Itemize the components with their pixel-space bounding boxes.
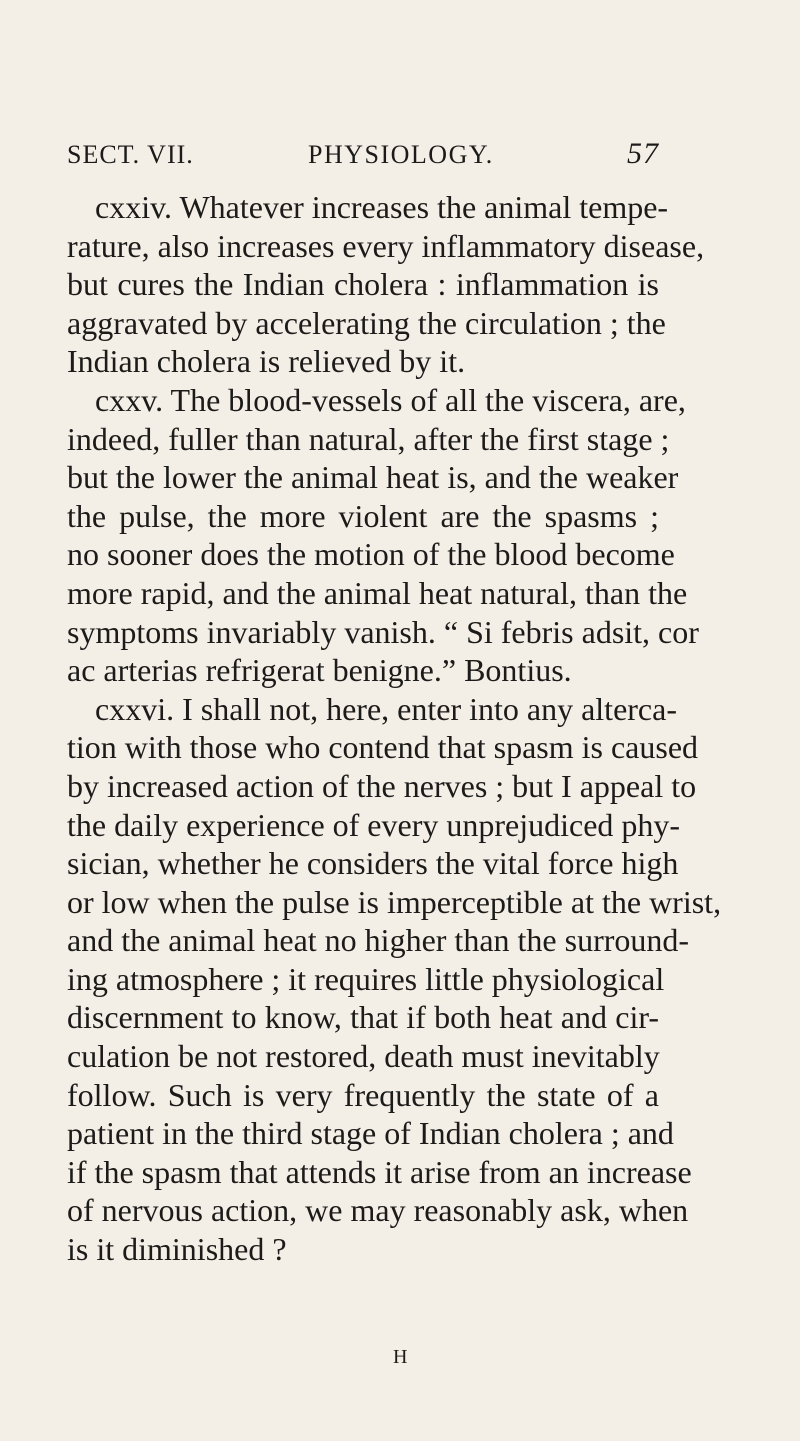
page-number: 57 xyxy=(627,137,659,170)
text-line: of nervous action, we may reasonably ask, when xyxy=(67,1192,689,1229)
text-line: indeed, fuller than natural, after the first stage ; xyxy=(67,420,670,457)
text-line: sician, whether he considers the vital force high xyxy=(67,845,679,882)
text-line: cxxvi. I shall not, here, enter into any alterca- xyxy=(95,690,677,727)
text-line: follow. Such is very frequently the state of a xyxy=(67,1076,659,1113)
text-line: ing atmosphere ; it requires little physiological xyxy=(67,960,665,997)
text-line: and the animal heat no higher than the surround- xyxy=(67,922,690,959)
text-line: the daily experience of every unprejudiced phy- xyxy=(67,806,681,843)
text-line: culation be not restored, death must inevitably xyxy=(67,1038,660,1075)
text-line: symptoms invariably vanish. “ Si febris adsit, cor xyxy=(67,613,699,650)
text-line: rature, also increases every inflammatory disease, xyxy=(67,227,705,264)
text-line: more rapid, and the animal heat natural, than the xyxy=(67,574,688,611)
text-line: but cures the Indian cholera : inflammation is xyxy=(67,266,659,303)
section-label: SECT. VII. xyxy=(67,140,194,169)
text-line: discernment to know, that if both heat and cir- xyxy=(67,999,659,1036)
text-line: is it diminished ? xyxy=(67,1231,287,1268)
text-line: or low when the pulse is imperceptible at the wrist, xyxy=(67,883,722,920)
body-text xyxy=(67,188,722,1269)
text-line: cxxiv. Whatever increases the animal tempe- xyxy=(95,189,669,225)
signature-mark: H xyxy=(393,1346,409,1368)
text-line: ac arterias refrigerat benigne.” Bontius. xyxy=(67,652,572,689)
text-line: no sooner does the motion of the blood become xyxy=(67,536,675,573)
chapter-title: PHYSIOLOGY. xyxy=(308,140,494,169)
text-line: but the lower the animal heat is, and the weaker xyxy=(67,459,679,496)
running-head xyxy=(67,137,659,180)
text-line: tion with those who contend that spasm is caused xyxy=(67,729,699,766)
text-line: by increased action of the nerves ; but I appeal to xyxy=(67,767,697,804)
text-line: Indian cholera is relieved by it. xyxy=(67,343,466,380)
text-line: aggravated by accelerating the circulation ; the xyxy=(67,304,666,341)
text-line: the pulse, the more violent are the spasms ; xyxy=(67,497,659,534)
text-line: if the spasm that attends it arise from an increase xyxy=(67,1153,692,1190)
text-line: patient in the third stage of Indian cholera ; and xyxy=(67,1115,674,1152)
text-line: cxxv. The blood-vessels of all the viscera, are, xyxy=(95,381,686,418)
